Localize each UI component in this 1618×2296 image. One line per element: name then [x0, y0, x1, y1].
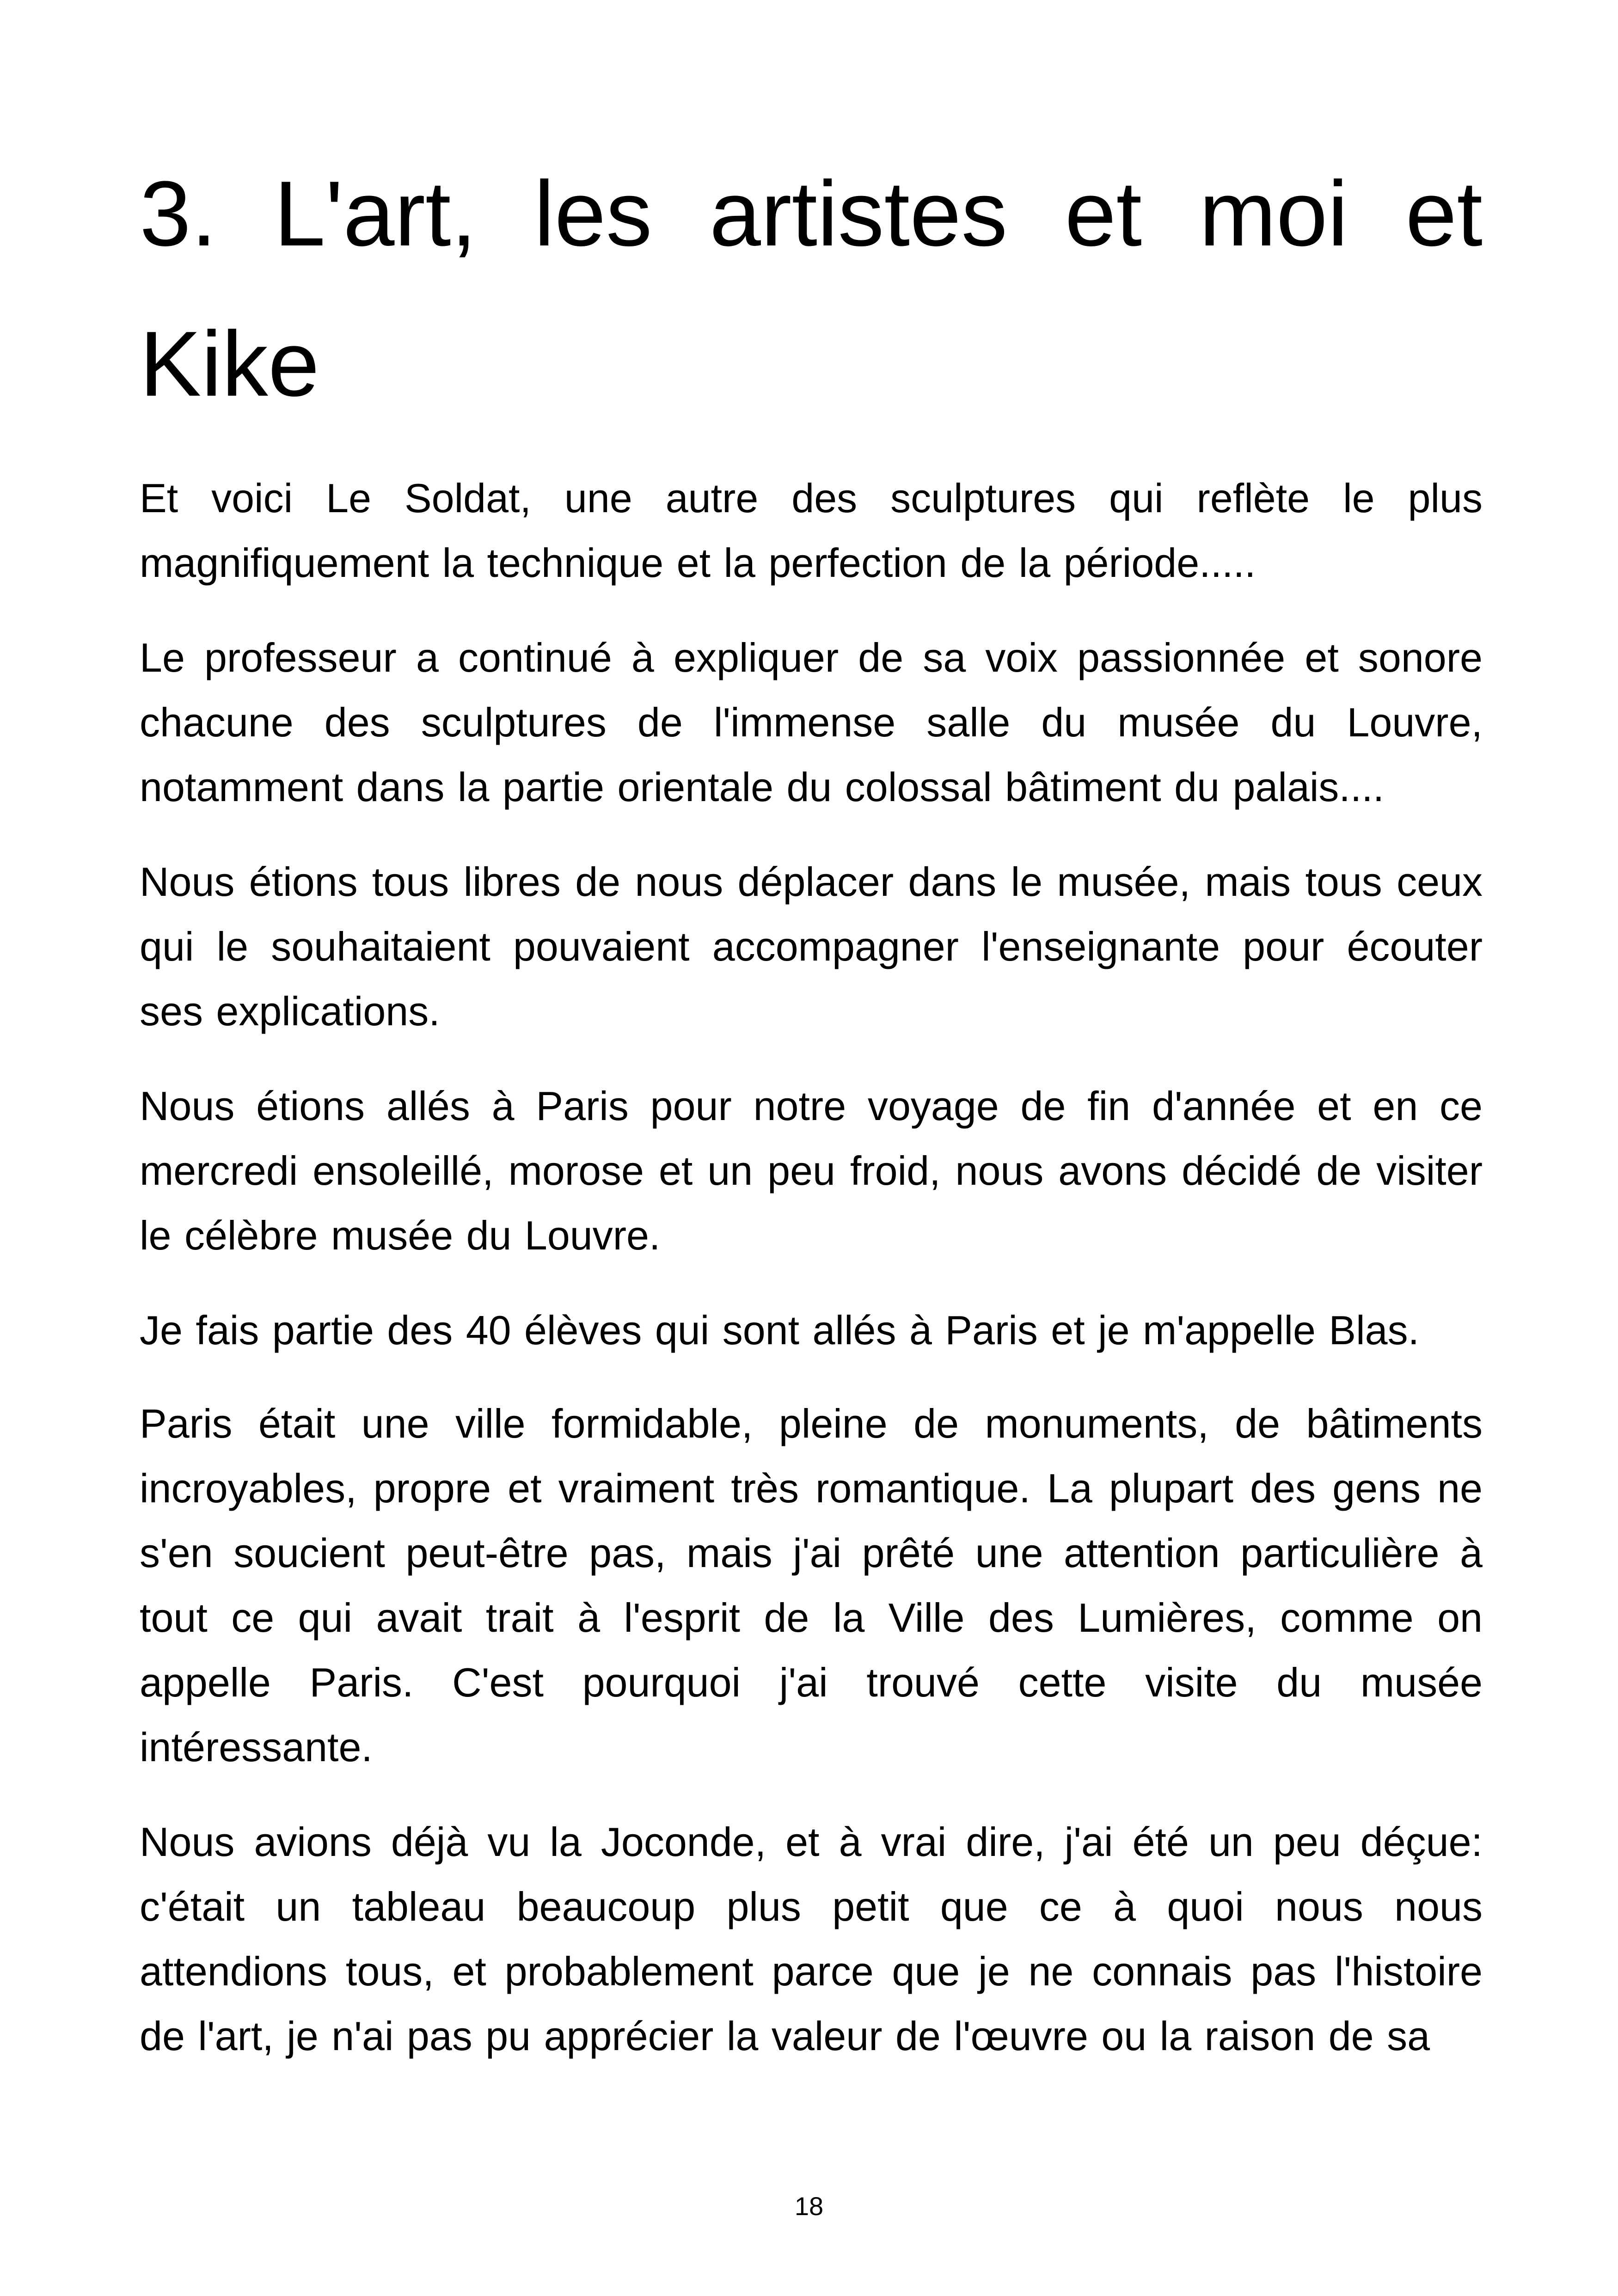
paragraph: Nous étions tous libres de nous déplacer dans le musée, mais tous ceux qui le souhaitaient pouvaient accompagner l'enseignante pour écouter ses explications. — [140, 859, 1483, 1034]
paragraph: Paris était une ville formidable, pleine de monuments, de bâtiments incroyables, propre et vraiment très romantique. La plupart des gens ne s'en soucient peut-être pas, mais j'ai prêté une attention particulière à tout ce qui avait trait à l'esprit de la Ville des Lumières, comme on appelle Paris. C'est pourquoi j'ai trouvé cette visite du musée intéressante. — [140, 1401, 1483, 1770]
paragraph: Je fais partie des 40 élèves qui sont allés à Paris et je m'appelle Blas. — [140, 1307, 1420, 1353]
paragraph: Nous étions allés à Paris pour notre voyage de fin d'année et en ce mercredi ensoleillé, morose et un peu froid, nous avons décidé de visiter le célèbre musée du Louvre. — [140, 1083, 1483, 1258]
chapter-title-line-2: Kike — [140, 312, 320, 416]
chapter-title-line-1: 3. L'art, les artistes et moi et — [140, 162, 1483, 265]
paragraph: Nous avions déjà vu la Joconde, et à vrai dire, j'ai été un peu déçue: c'était un tableau beaucoup plus petit que ce à quoi nous nous attendions tous, et probablement parce que je ne connais pas l'histoire de l'art, je n'ai pas pu apprécier la valeur de l'œuvre ou la raison de sa — [140, 1819, 1483, 2059]
body-text — [140, 466, 1483, 2099]
paragraph: Et voici Le Soldat, une autre des sculptures qui reflète le plus magnifiquement la technique et la perfection de la période..... — [140, 475, 1483, 586]
paragraph: Le professeur a continué à expliquer de sa voix passionnée et sonore chacune des sculptures de l'immense salle du musée du Louvre, notamment dans la partie orientale du colossal bâtiment du palais.... — [140, 635, 1483, 810]
page-number: 18 — [794, 2192, 824, 2221]
chapter-title — [140, 139, 1483, 439]
